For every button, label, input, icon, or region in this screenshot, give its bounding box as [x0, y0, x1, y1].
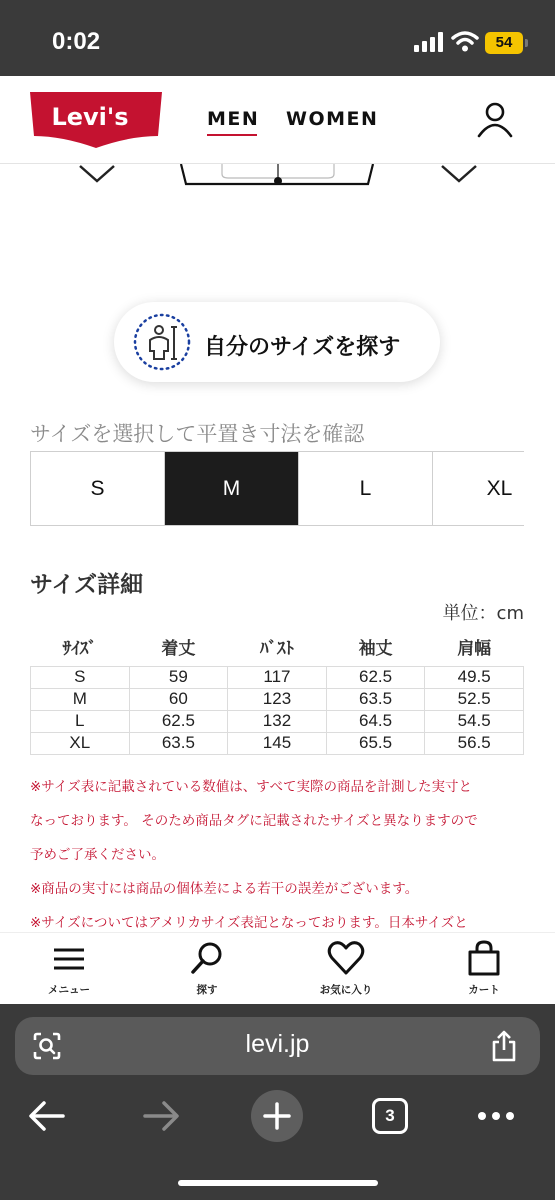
back-arrow-icon[interactable]	[28, 1100, 66, 1132]
tab-favorites-label: お気に入り	[319, 984, 373, 996]
battery-indicator: 54	[485, 32, 523, 54]
table-cell: 145	[228, 732, 327, 754]
note-line: なっております。 そのため商品タグに記載されたサイズと異なりますので	[30, 813, 478, 829]
tab-search-label: 探す	[196, 984, 218, 996]
tab-search[interactable]	[157, 940, 257, 997]
size-notes	[30, 770, 530, 940]
table-cell: 52.5	[425, 688, 524, 710]
size-tab-l[interactable]: L	[299, 452, 433, 525]
table-cell: 65.5	[326, 732, 425, 754]
product-sketch-image	[178, 164, 376, 188]
table-cell: 60	[129, 688, 228, 710]
column-header: ｻｲｽﾞ	[62, 638, 97, 659]
wifi-icon	[451, 30, 479, 52]
nav-men[interactable]: MEN	[207, 108, 260, 130]
size-table	[30, 630, 524, 755]
table-cell: 63.5	[326, 688, 425, 710]
size-tab-s[interactable]: S	[31, 452, 165, 525]
table-cell: S	[31, 666, 130, 688]
table-cell: 59	[129, 666, 228, 688]
table-cell: 49.5	[425, 666, 524, 688]
table-cell: 64.5	[326, 710, 425, 732]
tab-favorites[interactable]	[296, 940, 396, 997]
home-indicator	[178, 1180, 378, 1186]
hamburger-icon	[52, 940, 86, 976]
unit-label: 単位：cm	[442, 603, 524, 624]
table-row	[31, 666, 524, 688]
heart-icon	[327, 940, 365, 976]
cart-icon	[466, 940, 502, 976]
table-cell: 117	[228, 666, 327, 688]
table-row	[31, 710, 524, 732]
find-my-size-label: 自分のサイズを探す	[204, 335, 401, 360]
user-icon[interactable]	[475, 100, 515, 140]
size-select-caption: サイズを選択して平置き寸法を確認	[30, 422, 365, 446]
tab-menu-label: メニュー	[48, 984, 90, 996]
levis-logo[interactable]	[30, 92, 162, 148]
status-time: 0:02	[52, 28, 101, 55]
table-cell: L	[31, 710, 130, 732]
table-cell: 62.5	[129, 710, 228, 732]
tab-cart[interactable]	[434, 940, 534, 997]
column-header: 着丈	[161, 638, 196, 659]
column-header: 袖丈	[358, 638, 393, 659]
tab-cart-label: カート	[468, 984, 500, 996]
share-icon[interactable]	[490, 1030, 518, 1062]
battery-cap	[525, 39, 528, 47]
table-cell: 63.5	[129, 732, 228, 754]
chevron-down-icon[interactable]	[78, 164, 116, 184]
svg-text:Levi's: Levi's	[51, 103, 129, 131]
table-cell: 132	[228, 710, 327, 732]
table-header-row	[31, 630, 524, 662]
chevron-down-icon[interactable]	[440, 164, 478, 184]
column-header: 肩幅	[457, 638, 492, 659]
size-details-title: サイズ詳細	[30, 572, 144, 598]
search-icon	[189, 940, 225, 976]
size-tab-xl[interactable]: XL	[433, 452, 524, 525]
table-cell: 56.5	[425, 732, 524, 754]
table-cell: 123	[228, 688, 327, 710]
table-cell: 54.5	[425, 710, 524, 732]
table-cell: M	[31, 688, 130, 710]
size-tab-m[interactable]: M	[165, 452, 299, 525]
tab-menu[interactable]	[19, 940, 119, 997]
nav-active-underline	[207, 134, 257, 136]
nav-women[interactable]: WOMEN	[286, 108, 379, 130]
table-cell: XL	[31, 732, 130, 754]
column-header: ﾊﾞｽﾄ	[259, 638, 294, 659]
size-tabs	[30, 451, 524, 526]
table-row	[31, 732, 524, 754]
new-tab-icon[interactable]	[251, 1090, 303, 1142]
note-line: ※サイズ表に記載されている数値は、すべて実際の商品を計測した実寸と	[30, 779, 472, 795]
url-text: levi.jp	[245, 1030, 310, 1058]
note-line: ※サイズについてはアメリカサイズ表記となっております。日本サイズと	[30, 915, 468, 931]
cellular-signal-icon	[414, 32, 444, 52]
forward-arrow-icon[interactable]	[142, 1100, 180, 1132]
body-measure-icon	[133, 313, 191, 371]
table-cell: 62.5	[326, 666, 425, 688]
tabs-count-button[interactable]: 3	[372, 1098, 408, 1134]
note-line: 予めご了承ください。	[30, 847, 165, 863]
more-icon[interactable]	[476, 1110, 516, 1122]
note-line: ※商品の実寸には商品の個体差による若干の誤差がございます。	[30, 881, 419, 897]
table-row	[31, 688, 524, 710]
